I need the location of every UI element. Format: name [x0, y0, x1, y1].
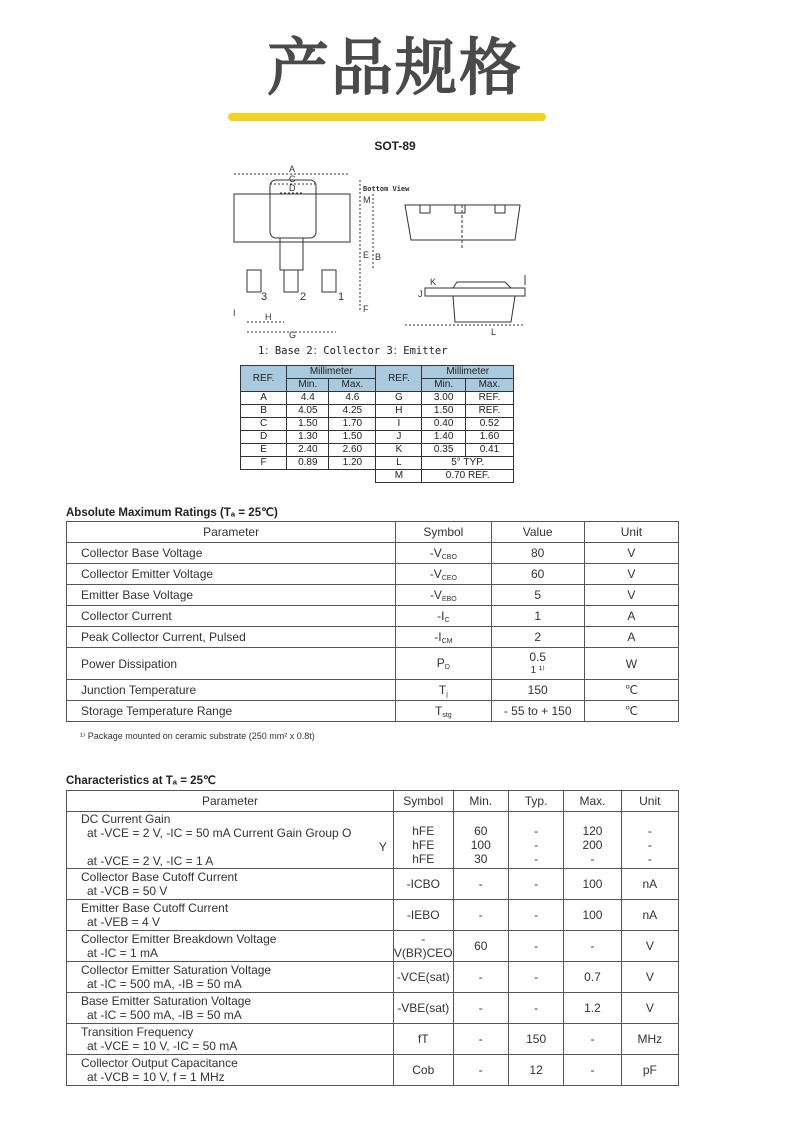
dim-ref: E [241, 444, 287, 457]
unit-cell: V [584, 543, 678, 564]
unit-cell: nA [621, 900, 678, 931]
column-header: Parameter [67, 791, 394, 812]
dim-max: 1.70 [329, 418, 376, 431]
characteristics-title: Characteristics at Tₐ = 25℃ [66, 775, 216, 787]
dimension-row [241, 418, 514, 431]
unit-cell: nA [621, 869, 678, 900]
max-cell: - [564, 1055, 621, 1086]
column-header: Unit [621, 791, 678, 812]
sym-cell: -V(BR)CEO [393, 932, 453, 960]
dim-ref: B [241, 405, 287, 418]
dim-min: 0.40 [422, 418, 465, 431]
dim-ref: L [376, 457, 422, 470]
parameter-cell: Collector Output Capacitance at -VCB = 10 V, f = 1 MHz [67, 1055, 394, 1086]
min-cell: - [453, 993, 508, 1024]
unit-cell: - - - [621, 812, 678, 869]
parameter-cell: Collector Emitter Saturation Voltage at -IC = 500 mA, -IB = 50 mA [67, 962, 394, 993]
unit-cell: A [584, 627, 678, 648]
max-cell: 100 [564, 900, 621, 931]
value-cell: 2 [491, 627, 584, 648]
dim-min: 1.50 [422, 405, 465, 418]
table-row [67, 701, 679, 722]
max-cell: 120 200 - [564, 812, 621, 869]
dim-max: REF. [465, 405, 513, 418]
dim-ref: M [376, 470, 422, 483]
characteristics-table [66, 790, 679, 1086]
min-cell: - [453, 962, 508, 993]
unit-cell: W [584, 648, 678, 680]
table-row [67, 1024, 679, 1055]
dim-ref: I [376, 418, 422, 431]
parameter-cell: Base Emitter Saturation Voltage at -IC = 500 mA, -IB = 50 mA [67, 993, 394, 1024]
dim-label-c: C [289, 174, 296, 184]
dim-label-e: E [363, 250, 370, 260]
value-cell: 5 [491, 585, 584, 606]
parameter-cell: Collector Current [67, 606, 396, 627]
dim-max: 1.20 [329, 457, 376, 470]
parameter-cell: Junction Temperature [67, 680, 396, 701]
max-cell: 0.7 [564, 962, 621, 993]
unit-cell: MHz [621, 1024, 678, 1055]
typ-cell: 12 [508, 1055, 563, 1086]
typ-cell: - - - [508, 812, 563, 869]
min-cell: - [453, 1024, 508, 1055]
typ-cell: 150 [508, 1024, 563, 1055]
min-cell: 60 100 30 [453, 812, 508, 869]
unit-cell: V [621, 962, 678, 993]
header-row [67, 522, 679, 543]
symbol-cell: $-V_{EBO}$ [396, 585, 491, 606]
table-row [67, 543, 679, 564]
min-cell: - [453, 869, 508, 900]
unit-cell: V [584, 564, 678, 585]
column-header: Min. [453, 791, 508, 812]
dim-ref: K [376, 444, 422, 457]
table-row [67, 869, 679, 900]
dim-max: 4.6 [329, 392, 376, 405]
parameter-cell: Emitter Base Voltage [67, 585, 396, 606]
parameter-cell: Peak Collector Current, Pulsed [67, 627, 396, 648]
dim-label-m: M [363, 195, 371, 205]
min-cell: 60 [453, 931, 508, 962]
column-header: Unit [584, 522, 678, 543]
parameter-cell: Collector Emitter Breakdown Voltage at -IC = 1 mA [67, 931, 394, 962]
unit-cell: A [584, 606, 678, 627]
parameter-cell: Collector Base Cutoff Current at -VCB = 50 V [67, 869, 394, 900]
dim-max: 4.25 [329, 405, 376, 418]
dim-label-g: G [289, 330, 297, 340]
dim-label-k: K [430, 277, 437, 287]
dim-max: 0.52 [465, 418, 513, 431]
max-header: Max. [465, 379, 513, 392]
value-cell: 0.5 1 ¹⁾ [491, 648, 584, 680]
package-name: SOT-89 [374, 139, 416, 153]
value-cell: 80 [491, 543, 584, 564]
dim-min: 3.00 [422, 392, 465, 405]
dim-ref: F [241, 457, 287, 470]
dim-ref: A [241, 392, 287, 405]
dim-label-i: I [233, 308, 236, 318]
max-cell: 1.2 [564, 993, 621, 1024]
dim-min: 4.4 [287, 392, 329, 405]
dimension-row [241, 457, 514, 470]
title-underline [228, 113, 546, 121]
sym-cell: -VCE(sat) [393, 962, 453, 993]
unit-cell: ℃ [584, 680, 678, 701]
millimeter-header: Millimeter [422, 366, 514, 379]
pin-3-label: 3 [261, 291, 268, 303]
column-header: Max. [564, 791, 621, 812]
millimeter-header: Millimeter [287, 366, 376, 379]
typ-cell: - [508, 993, 563, 1024]
symbol-cell: $-V_{CEO}$ [396, 564, 491, 585]
table-row [67, 648, 679, 680]
dim-value: 0.70 REF. [422, 470, 514, 483]
parameter-cell: Emitter Base Cutoff Current at -VEB = 4 V [67, 900, 394, 931]
dim-value: 5° TYP. [422, 457, 514, 470]
symbol-cell: $P_D$ [396, 648, 491, 680]
typ-cell: - [508, 869, 563, 900]
dim-empty [241, 470, 376, 483]
unit-cell: V [621, 993, 678, 1024]
ref-header: REF. [241, 366, 287, 392]
dim-max: 2.60 [329, 444, 376, 457]
dim-min: 1.50 [287, 418, 329, 431]
pin-legend: 1：Base 2：Collector 3：Emitter [258, 345, 448, 357]
value-cell: 60 [491, 564, 584, 585]
max-cell: 100 [564, 869, 621, 900]
max-cell: - [564, 1024, 621, 1055]
min-cell: - [453, 1055, 508, 1086]
table-row [67, 564, 679, 585]
table-row [67, 585, 679, 606]
sym-cell: hFE hFE hFE [393, 812, 453, 869]
unit-cell: pF [621, 1055, 678, 1086]
min-header: Min. [422, 379, 465, 392]
symbol-cell: $-I_C$ [396, 606, 491, 627]
table-row [67, 680, 679, 701]
column-header: Symbol [393, 791, 453, 812]
parameter-cell: Storage Temperature Range [67, 701, 396, 722]
dim-min: 4.05 [287, 405, 329, 418]
sym-cell: fT [393, 1024, 453, 1055]
dim-max: 1.60 [465, 431, 513, 444]
table-row [67, 606, 679, 627]
dim-label-f: F [363, 304, 369, 314]
dimension-row [241, 431, 514, 444]
value-cell: - 55 to + 150 [491, 701, 584, 722]
table-row [67, 627, 679, 648]
symbol-cell: $T_j$ [396, 680, 491, 701]
unit-cell: ℃ [584, 701, 678, 722]
symbol-cell: $T_{stg}$ [396, 701, 491, 722]
column-header: Typ. [508, 791, 563, 812]
dim-min: 2.40 [287, 444, 329, 457]
sym-cell: -ICBO [393, 869, 453, 900]
dimension-row [241, 444, 514, 457]
pin-1-label: 1 [338, 291, 345, 303]
column-header: Symbol [396, 522, 491, 543]
abs-max-table [66, 521, 679, 722]
unit-cell: V [584, 585, 678, 606]
table-row [67, 993, 679, 1024]
unit-cell: V [621, 931, 678, 962]
dim-ref: C [241, 418, 287, 431]
abs-max-footnote: ¹⁾ Package mounted on ceramic substrate (250 mm² x 0.8t) [80, 731, 315, 741]
table-row [67, 962, 679, 993]
column-header: Value [491, 522, 584, 543]
ref-header: REF. [376, 366, 422, 392]
dim-label-j: J [418, 289, 423, 299]
dim-label-a: A [289, 164, 296, 174]
dimension-table [240, 365, 514, 483]
dim-max: 1.50 [329, 431, 376, 444]
parameter-cell: Collector Base Voltage [67, 543, 396, 564]
max-header: Max. [329, 379, 376, 392]
parameter-cell: Collector Emitter Voltage [67, 564, 396, 585]
sym-cell: -VBE(sat) [393, 993, 453, 1024]
table-row [67, 900, 679, 931]
dim-min: 1.40 [422, 431, 465, 444]
value-cell: 150 [491, 680, 584, 701]
pin-2-label: 2 [300, 291, 307, 303]
typ-cell: - [508, 900, 563, 931]
page-title: 产品规格 [266, 31, 523, 104]
header-row [67, 791, 679, 812]
parameter-cell: Transition Frequency at -VCE = 10 V, -IC = 50 mA [67, 1024, 394, 1055]
max-cell: - [564, 931, 621, 962]
sym-cell: Cob [393, 1055, 453, 1086]
min-header: Min. [287, 379, 329, 392]
min-cell: - [453, 900, 508, 931]
dimension-row [241, 470, 514, 483]
table-row [67, 1055, 679, 1086]
typ-cell: - [508, 931, 563, 962]
dim-min: 0.89 [287, 457, 329, 470]
typ-cell: - [508, 962, 563, 993]
dim-label-h: H [265, 312, 272, 322]
dimension-row [241, 405, 514, 418]
symbol-cell: $-V_{CBO}$ [396, 543, 491, 564]
package-outline-drawing [225, 160, 545, 340]
parameter-cell: Power Dissipation [67, 648, 396, 680]
dim-label-l: L [491, 327, 497, 337]
bottom-view-label: Bottom View [363, 185, 410, 193]
column-header: Parameter [67, 522, 396, 543]
dim-min: 1.30 [287, 431, 329, 444]
parameter-cell: DC Current Gain at -VCE = 2 V, -IC = 50 mA Current Gain Group O Y at -VCE = 2 V, -IC = 1 A [67, 812, 394, 869]
table-row [67, 931, 679, 962]
symbol-cell: $-I_{CM}$ [396, 627, 491, 648]
dim-ref: D [241, 431, 287, 444]
dim-min: 0.35 [422, 444, 465, 457]
dim-max: 0.41 [465, 444, 513, 457]
abs-max-title: Absolute Maximum Ratings (Tₐ = 25℃) [66, 507, 278, 519]
dim-label-d: D [289, 183, 296, 193]
dim-max: REF. [465, 392, 513, 405]
dim-ref: H [376, 405, 422, 418]
dim-ref: J [376, 431, 422, 444]
dim-ref: G [376, 392, 422, 405]
sym-cell: -IEBO [393, 900, 453, 931]
dimension-row [241, 392, 514, 405]
dim-label-b: B [375, 252, 382, 262]
value-cell: 1 [491, 606, 584, 627]
table-row [67, 812, 679, 869]
